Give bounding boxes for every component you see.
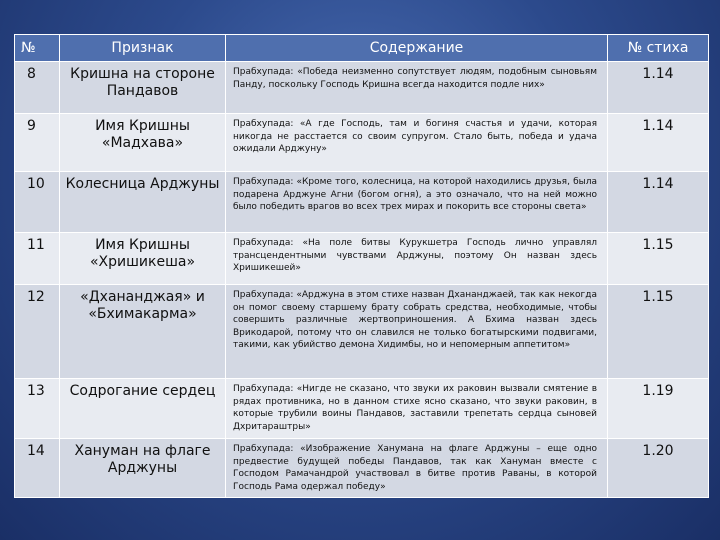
row-num: 9 [15, 114, 60, 172]
table-header-row [15, 35, 709, 62]
table-row [15, 379, 709, 439]
features-table [14, 34, 709, 498]
table-row [15, 62, 709, 114]
row-feature: Кришна на стороне Пандавов [60, 62, 226, 114]
row-num: 12 [15, 285, 60, 379]
row-verse: 1.14 [608, 172, 709, 233]
row-verse: 1.15 [608, 233, 709, 285]
row-content: Прабхупада: «Изображение Ханумана на флаге Арджуны – еще одно предвестие будущей победы Пандавов, так как Хануман вместе с Господом Рамачандрой участвовал в битве против Раваны, в которой Господь Рама одержал победу» [226, 439, 608, 498]
table-row [15, 439, 709, 498]
row-num: 8 [15, 62, 60, 114]
row-verse: 1.20 [608, 439, 709, 498]
row-verse: 1.14 [608, 114, 709, 172]
row-content: Прабхупада: «Нигде не сказано, что звуки их раковин вызвали смятение в рядах противника, но в данном стихе ясно сказано, что звуки раковин, в которые трубили воины Пандавов, заставили трепетать сердца сыновей Дхритараштры» [226, 379, 608, 439]
table-row [15, 114, 709, 172]
header-num: № [15, 35, 60, 62]
row-content: Прабхупада: «Кроме того, колесница, на которой находились друзья, была подарена Арджуне Агни (богом огня), а это означало, что на ней можно было победить врагов во всех трех мирах и покорить все стороны света» [226, 172, 608, 233]
row-feature: Имя Кришны «Мадхава» [60, 114, 226, 172]
row-feature: Колесница Арджуны [60, 172, 226, 233]
row-verse: 1.15 [608, 285, 709, 379]
row-content: Прабхупада: «А где Господь, там и богиня счастья и удачи, которая никогда не расстается со своим супругом. Стало быть, победа и удача ожидали Арджуну» [226, 114, 608, 172]
table-row [15, 285, 709, 379]
row-feature: «Дхананджая» и «Бхимакарма» [60, 285, 226, 379]
row-feature: Содрогание сердец [60, 379, 226, 439]
row-content: Прабхупада: «На поле битвы Курукшетра Господь лично управлял трансцендентными чувствами Арджуны, поэтому Он назван здесь Хришикешей» [226, 233, 608, 285]
row-content: Прабхупада: «Победа неизменно сопутствует людям, подобным сыновьям Панду, поскольку Господь Кришна всегда находится подле них» [226, 62, 608, 114]
header-feature: Признак [60, 35, 226, 62]
table-row [15, 172, 709, 233]
row-num: 13 [15, 379, 60, 439]
header-verse: № стиха [608, 35, 709, 62]
row-verse: 1.14 [608, 62, 709, 114]
row-content: Прабхупада: «Арджуна в этом стихе назван Дхананджаей, так как некогда он помог своему старшему брату собрать средства, необходимые, чтобы совершить различные жертвоприношения. А Бхима назван здесь Врикодарой, потому что он славился не только богатырскими подвигами, такими, как убийство демона Хидимбы, но и непомерным аппетитом» [226, 285, 608, 379]
row-verse: 1.19 [608, 379, 709, 439]
row-feature: Имя Кришны «Хришикеша» [60, 233, 226, 285]
table-row [15, 233, 709, 285]
row-feature: Хануман на флаге Арджуны [60, 439, 226, 498]
header-content: Содержание [226, 35, 608, 62]
slide [14, 34, 708, 498]
row-num: 10 [15, 172, 60, 233]
row-num: 11 [15, 233, 60, 285]
row-num: 14 [15, 439, 60, 498]
